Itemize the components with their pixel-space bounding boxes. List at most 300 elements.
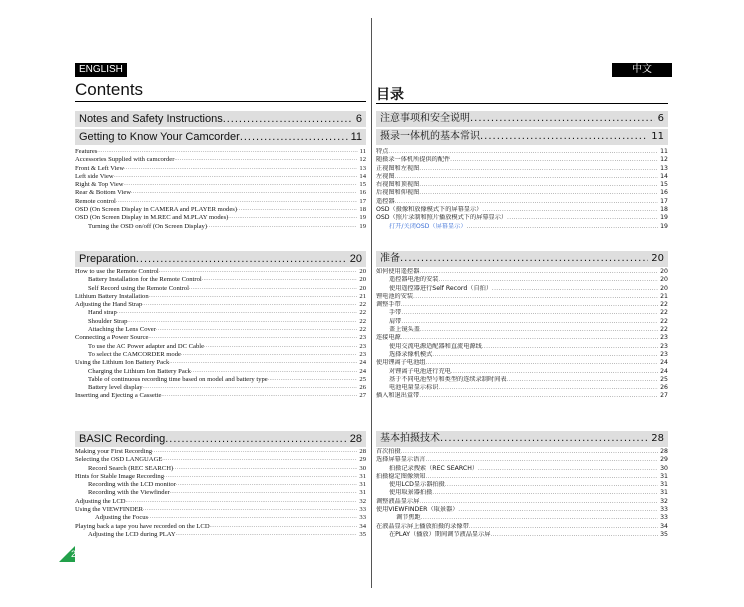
dot-leader	[401, 309, 658, 317]
dot-leader	[469, 523, 658, 531]
toc-entry[interactable]	[75, 156, 366, 164]
toc-entry-page: 33	[359, 514, 366, 522]
toc-entry[interactable]	[376, 368, 668, 376]
toc-entry-label: 打开/关闭OSD（屏幕显示）	[389, 222, 467, 230]
toc-entry-page: 22	[660, 301, 668, 309]
toc-entry[interactable]	[75, 198, 366, 206]
toc-entry-label: How to use the Remote Control	[75, 268, 159, 275]
dot-leader	[401, 301, 658, 309]
toc-entry-label: Attaching the Lens Cover	[88, 326, 156, 334]
dot-leader	[152, 448, 357, 456]
toc-entry[interactable]	[376, 465, 668, 473]
dot-leader	[170, 489, 358, 497]
dot-leader	[401, 318, 658, 326]
toc-entry-page: 22	[660, 326, 668, 334]
dot-leader	[482, 343, 658, 351]
toc-entry-page: 34	[660, 522, 668, 530]
dot-leader	[419, 268, 658, 276]
dot-leader	[400, 251, 648, 267]
toc-entry-label: 拍摄记录搜索（REC SEARCH）	[389, 464, 479, 472]
section-page: 6	[355, 113, 362, 125]
toc-list	[376, 148, 668, 231]
section-title: BASIC Recording	[79, 433, 166, 445]
toc-entry[interactable]	[376, 156, 668, 164]
toc-entry-label: 遥控器电池的安装	[389, 276, 439, 284]
section-page: 11	[651, 131, 664, 142]
toc-entry[interactable]	[376, 334, 668, 342]
toc-entry-label: Playing back a tape you have recorded on the LCD	[75, 522, 210, 530]
dot-leader	[162, 456, 357, 464]
dot-leader	[401, 334, 658, 342]
section-header[interactable]	[376, 111, 668, 127]
dot-leader	[426, 359, 659, 367]
toc-entry-label: To select the CAMCORDER mode	[88, 350, 181, 358]
dot-leader	[478, 465, 658, 473]
toc-entry[interactable]	[75, 359, 366, 367]
toc-entry-label: 使用取景器拍摄	[389, 489, 433, 497]
column-divider	[371, 18, 372, 588]
toc-entry[interactable]	[376, 456, 668, 464]
dot-leader	[492, 285, 658, 293]
toc-entry[interactable]	[376, 531, 668, 539]
dot-leader	[228, 214, 357, 222]
toc-entry[interactable]	[376, 301, 668, 309]
toc-entry[interactable]	[376, 326, 668, 334]
dot-leader	[148, 514, 357, 522]
toc-entry-label: Lithium Battery Installation	[75, 292, 149, 300]
toc-entry[interactable]	[376, 351, 668, 359]
toc-entry[interactable]	[75, 285, 366, 293]
dot-leader	[149, 293, 358, 301]
toc-entry[interactable]	[75, 309, 366, 317]
dot-leader	[237, 206, 357, 214]
toc-entry-page: 32	[660, 497, 668, 505]
toc-entry-page: 27	[359, 392, 366, 400]
dot-leader	[117, 309, 358, 317]
toc-entry-label: Adjusting the LCD during PLAY	[88, 530, 176, 538]
toc-entry-page: 26	[359, 384, 366, 392]
toc-entry[interactable]	[75, 301, 366, 309]
toc-entry-page: 31	[359, 481, 366, 489]
toc-entry[interactable]	[75, 392, 366, 400]
dot-leader	[204, 343, 357, 351]
toc-entry[interactable]	[75, 293, 366, 301]
toc-entry-label: Front & Left View	[75, 164, 125, 172]
toc-entry-page: 13	[660, 164, 668, 172]
dot-leader	[210, 523, 358, 531]
toc-entry[interactable]	[75, 498, 366, 506]
toc-entry[interactable]	[75, 448, 366, 456]
toc-entry[interactable]	[376, 318, 668, 326]
toc-entry-label: OSD (On Screen Display in M.REC and M.PLAY modes)	[75, 214, 229, 222]
toc-entry[interactable]	[75, 189, 366, 197]
toc-entry[interactable]	[376, 276, 668, 284]
dot-leader	[401, 448, 658, 456]
toc-entry[interactable]	[376, 198, 668, 206]
toc-entry[interactable]	[75, 214, 366, 222]
toc-entry-page: 22	[359, 301, 366, 309]
section-header[interactable]	[376, 251, 668, 267]
dot-leader	[419, 189, 658, 197]
toc-entry-page: 20	[359, 284, 366, 292]
toc-entry[interactable]	[75, 334, 366, 342]
toc-entry-label: 选择屏幕显示语言	[376, 456, 426, 464]
toc-list	[376, 448, 668, 539]
dot-leader	[169, 359, 357, 367]
toc-entry[interactable]	[75, 343, 366, 351]
section-header[interactable]	[75, 111, 366, 127]
toc-entry-label: 右视图和顶视图	[376, 181, 420, 189]
toc-entry-page: 12	[660, 156, 668, 164]
toc-entry[interactable]	[75, 318, 366, 326]
toc-entry-page: 24	[359, 359, 366, 367]
dot-leader	[164, 473, 357, 481]
toc-entry-page: 24	[660, 367, 668, 375]
dot-leader	[419, 498, 658, 506]
toc-entry[interactable]	[75, 473, 366, 481]
toc-entry-page: 18	[660, 206, 668, 214]
toc-entry-page: 22	[660, 317, 668, 325]
section-title: 准备	[380, 253, 400, 264]
toc-entry-label: 特点	[376, 148, 389, 155]
toc-entry-label: 在PLAY（播放）期间调节液晶显示屏	[389, 530, 491, 538]
toc-entry[interactable]	[376, 384, 668, 392]
toc-entry-page: 20	[359, 276, 366, 284]
toc-entry[interactable]	[376, 506, 668, 514]
section-title: Preparation	[79, 253, 136, 265]
dot-leader	[136, 251, 347, 267]
dot-leader	[240, 129, 348, 145]
toc-entry-label: Features	[75, 148, 98, 155]
toc-entry-page: 22	[359, 326, 366, 334]
dot-leader	[451, 368, 658, 376]
toc-entry-page: 24	[660, 359, 668, 367]
toc-entry-label: 拍摄稳定图像须知	[376, 472, 426, 480]
toc-entry[interactable]	[75, 481, 366, 489]
toc-entry-label: Connecting a Power Source	[75, 334, 149, 342]
toc-entry-page: 21	[660, 292, 668, 300]
toc-entry[interactable]	[75, 276, 366, 284]
section-title: 摄录一体机的基本常识	[380, 131, 480, 142]
dot-leader	[413, 293, 658, 301]
section-page: 20	[349, 253, 362, 265]
toc-entry-label: Table of continuous recording time based on model and battery type	[88, 375, 268, 383]
toc-entry-label: Adjusting the Hand Strap	[75, 301, 143, 309]
dot-leader	[202, 276, 358, 284]
lang-badge-english: ENGLISH	[75, 63, 127, 77]
toc-entry-label: 调整手带	[376, 301, 401, 309]
toc-entry-label: 后视图和仰视图	[376, 189, 420, 197]
toc-list	[75, 268, 366, 401]
toc-list	[75, 148, 366, 231]
toc-entry-page: 12	[359, 156, 366, 164]
dot-leader	[420, 326, 658, 334]
dot-leader	[181, 351, 357, 359]
dot-leader	[127, 318, 357, 326]
toc-entry-label: 左视图	[376, 172, 395, 180]
toc-entry[interactable]	[376, 173, 668, 181]
toc-entry-label: 遥控器	[376, 197, 395, 205]
dot-leader	[189, 285, 358, 293]
section-page: 11	[350, 131, 362, 143]
toc-entry[interactable]	[75, 268, 366, 276]
dot-leader	[467, 223, 659, 231]
dot-leader	[421, 514, 658, 522]
toc-entry-page: 28	[660, 448, 668, 455]
toc-entry-label: 选择录像机模式	[389, 350, 433, 358]
toc-entry[interactable]	[75, 506, 366, 514]
toc-entry-label: Turning the OSD on/off (On Screen Display)	[88, 222, 208, 230]
toc-entry-page: 31	[359, 489, 366, 497]
toc-entry[interactable]	[75, 514, 366, 522]
toc-entry-label: 基于不同电池型号和类型的连续录制时间表	[389, 375, 507, 383]
dot-leader	[419, 392, 658, 400]
dot-leader	[445, 481, 658, 489]
section-page: 28	[651, 433, 664, 444]
toc-entry-page: 25	[359, 375, 366, 383]
section-title: 基本拍摄技术	[380, 433, 440, 444]
toc-entry[interactable]	[75, 523, 366, 531]
toc-entry-label: 连接电源	[376, 334, 401, 342]
toc-entry-page: 31	[359, 472, 366, 480]
toc-entry-page: 13	[359, 164, 366, 172]
title-rule-chinese	[376, 103, 668, 104]
title-rule-english	[75, 101, 366, 102]
toc-entry[interactable]	[376, 293, 668, 301]
toc-entry-page: 26	[660, 384, 668, 392]
toc-entry-label: Charging the Lithium Ion Battery Pack	[88, 367, 191, 375]
page-title-english: Contents	[75, 80, 144, 99]
page-number: 2	[70, 549, 76, 559]
dot-leader	[126, 498, 358, 506]
toc-entry-label: To use the AC Power adapter and DC Cable	[88, 342, 205, 350]
dot-leader	[159, 268, 358, 276]
section-header[interactable]	[376, 129, 668, 145]
toc-entry-label: OSD (On Screen Display in CAMERA and PLAYER modes)	[75, 206, 238, 214]
toc-entry-page: 15	[359, 181, 366, 189]
dot-leader	[470, 111, 655, 127]
toc-entry[interactable]	[376, 473, 668, 481]
toc-entry[interactable]	[75, 376, 366, 384]
dot-leader	[426, 456, 659, 464]
section-page: 20	[651, 253, 664, 264]
dot-leader	[432, 351, 658, 359]
toc-entry-page: 31	[660, 481, 668, 489]
toc-list	[75, 448, 366, 539]
toc-entry[interactable]	[75, 489, 366, 497]
toc-entry-label: Right & Top View	[75, 181, 124, 189]
toc-entry-label: Self Record using the Remote Control	[88, 284, 189, 292]
toc-entry-label: Accessories Supplied with camcorder	[75, 156, 175, 164]
section-header[interactable]	[75, 129, 366, 145]
toc-entry[interactable]	[376, 285, 668, 293]
toc-entry[interactable]	[75, 351, 366, 359]
dot-leader	[176, 531, 358, 539]
toc-entry-page: 20	[359, 268, 366, 275]
toc-entry-page: 23	[660, 350, 668, 358]
section-header[interactable]	[75, 251, 366, 267]
toc-entry[interactable]	[376, 343, 668, 351]
dot-leader	[490, 531, 658, 539]
dot-leader	[419, 165, 658, 173]
dot-leader	[143, 384, 358, 392]
section-title: Getting to Know Your Camcorder	[79, 131, 240, 143]
toc-entry-label: 随摄录一体机所提供的配件	[376, 156, 451, 164]
toc-entry-page: 31	[660, 489, 668, 497]
dot-leader	[156, 326, 357, 334]
toc-entry-label: Using the Lithium Ion Battery Pack	[75, 359, 170, 367]
toc-entry[interactable]	[376, 214, 668, 222]
dot-leader	[124, 165, 357, 173]
toc-entry-label: 插入和退出盒带	[376, 392, 420, 400]
dot-leader	[426, 473, 659, 481]
toc-entry-page: 20	[660, 268, 668, 275]
toc-entry-page: 23	[359, 350, 366, 358]
toc-entry-label: Rear & Bottom View	[75, 189, 132, 197]
toc-entry-page: 16	[359, 189, 366, 197]
toc-entry-page: 17	[359, 197, 366, 205]
toc-entry-page: 31	[660, 472, 668, 480]
toc-entry[interactable]	[376, 268, 668, 276]
toc-entry[interactable]	[376, 481, 668, 489]
toc-entry[interactable]	[75, 456, 366, 464]
toc-entry-label: Hand strap	[88, 309, 117, 317]
toc-entry-label: Recording with the Viewfinder	[88, 489, 170, 497]
dot-leader	[395, 198, 659, 206]
toc-entry[interactable]	[376, 359, 668, 367]
toc-entry[interactable]	[376, 223, 668, 231]
dot-leader	[161, 392, 357, 400]
toc-entry-label: 使用遥控器进行Self Record（自拍）	[389, 284, 493, 292]
toc-entry-page: 21	[359, 292, 366, 300]
toc-entry-label: 调节焦距	[396, 514, 421, 522]
dot-leader	[450, 156, 658, 164]
toc-entry-label: Selecting the OSD LANGUAGE	[75, 456, 163, 464]
section-header[interactable]	[75, 431, 366, 447]
toc-entry-page: 19	[660, 214, 668, 222]
toc-entry-page: 33	[660, 506, 668, 514]
toc-entry-page: 24	[359, 367, 366, 375]
toc-entry-label: Adjusting the LCD	[75, 497, 126, 505]
toc-entry[interactable]	[376, 392, 668, 400]
toc-entry-label: 锂电池的安装	[376, 292, 414, 300]
toc-entry[interactable]	[75, 223, 366, 231]
toc-entry-page: 23	[359, 342, 366, 350]
toc-entry-label: OSD（摄像和放像模式下的屏幕显示）	[376, 206, 483, 214]
toc-entry[interactable]	[376, 181, 668, 189]
dot-leader	[268, 376, 358, 384]
toc-entry-label: OSD（照片录制和照片播放模式下的屏幕显示）	[376, 214, 508, 222]
toc-entry[interactable]	[376, 498, 668, 506]
toc-entry[interactable]	[376, 448, 668, 456]
toc-entry-label: 使用LCD显示器拍摄	[389, 481, 445, 489]
toc-entry-page: 35	[359, 530, 366, 538]
toc-entry[interactable]	[376, 523, 668, 531]
section-header[interactable]	[376, 431, 668, 447]
toc-entry-label: Using the VIEWFINDER	[75, 506, 144, 514]
dot-leader	[207, 223, 357, 231]
dot-leader	[388, 148, 658, 156]
toc-entry-label: Recording with the LCD monitor	[88, 481, 176, 489]
toc-entry[interactable]	[376, 309, 668, 317]
toc-entry[interactable]	[75, 181, 366, 189]
dot-leader	[480, 129, 648, 145]
toc-entry-page: 29	[359, 456, 366, 464]
toc-entry[interactable]	[376, 376, 668, 384]
toc-entry-label: 盖上镜头盖	[389, 326, 420, 334]
toc-entry-label: 如何使用遥控器	[376, 268, 420, 275]
toc-entry-page: 20	[660, 284, 668, 292]
toc-entry[interactable]	[75, 148, 366, 156]
toc-entry[interactable]	[376, 189, 668, 197]
toc-entry-label: Left side View	[75, 172, 114, 180]
toc-entry-label: Inserting and Ejecting a Cassette	[75, 392, 162, 400]
dot-leader	[458, 506, 658, 514]
dot-leader	[143, 506, 357, 514]
dot-leader	[148, 334, 357, 342]
toc-entry[interactable]	[75, 165, 366, 173]
toc-entry[interactable]	[75, 465, 366, 473]
dot-leader	[114, 173, 358, 181]
toc-entry-page: 23	[359, 334, 366, 342]
dot-leader	[131, 189, 357, 197]
toc-list	[376, 268, 668, 401]
dot-leader	[223, 111, 353, 127]
toc-entry-label: 调整液晶显示屏	[376, 497, 420, 505]
toc-entry[interactable]	[75, 368, 366, 376]
toc-entry-label: 对锂离子电池进行充电	[389, 367, 451, 375]
dot-leader	[440, 431, 648, 447]
dot-leader	[507, 376, 659, 384]
toc-entry[interactable]	[376, 514, 668, 522]
toc-entry-page: 28	[359, 448, 366, 455]
toc-entry-page: 30	[359, 464, 366, 472]
dot-leader	[165, 431, 347, 447]
toc-entry-page: 35	[660, 530, 668, 538]
toc-entry-page: 23	[660, 334, 668, 342]
dot-leader	[124, 181, 358, 189]
toc-entry-label: 电池电量显示标识	[389, 384, 439, 392]
toc-entry[interactable]	[75, 206, 366, 214]
dot-leader	[174, 156, 357, 164]
toc-entry-page: 19	[359, 222, 366, 230]
toc-entry[interactable]	[376, 489, 668, 497]
section-page: 28	[349, 433, 362, 445]
toc-entry-page: 22	[660, 309, 668, 317]
section-title: Notes and Safety Instructions	[79, 113, 223, 125]
toc-entry[interactable]	[75, 384, 366, 392]
toc-entry[interactable]	[376, 165, 668, 173]
dot-leader	[482, 206, 658, 214]
toc-entry[interactable]	[75, 531, 366, 539]
dot-leader	[439, 384, 659, 392]
toc-entry-label: 使用VIEWFINDER（取景器）	[376, 506, 459, 514]
toc-entry[interactable]	[75, 173, 366, 181]
toc-entry-page: 17	[660, 197, 668, 205]
dot-leader	[432, 489, 658, 497]
toc-entry-label: 正视图和左视图	[376, 164, 420, 172]
toc-entry-page: 11	[359, 148, 366, 155]
toc-entry[interactable]	[376, 206, 668, 214]
toc-entry-page: 18	[359, 206, 366, 214]
toc-entry[interactable]	[75, 326, 366, 334]
page-title-chinese: 目录	[376, 87, 404, 103]
toc-entry-page: 29	[660, 456, 668, 464]
toc-entry[interactable]	[376, 148, 668, 156]
toc-entry-page: 20	[660, 276, 668, 284]
toc-entry-label: Battery level display	[88, 384, 143, 392]
toc-entry-label: 肩带	[389, 317, 402, 325]
